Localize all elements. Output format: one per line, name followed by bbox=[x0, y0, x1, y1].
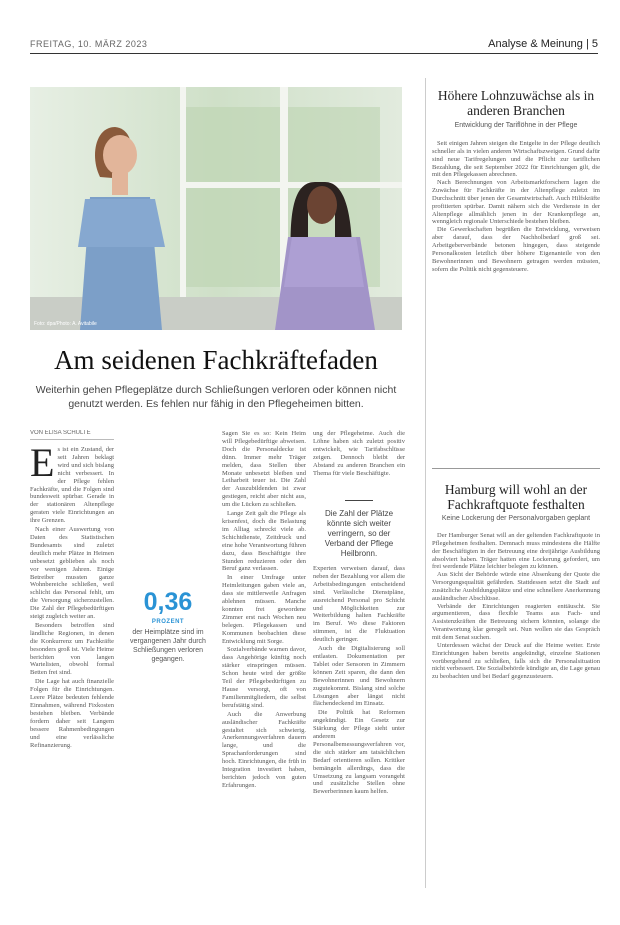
article-photo bbox=[30, 87, 402, 330]
paragraph: Nach einer Auswertung von Daten des Statistischen Bundesamts sind zuletzt deutlich mehr Plätze in Heimen unbesetzt geblieben als noch vor wenigen Jahren. Einige Betreiber mussten ganze Wohnbereiche schließen, weil schlicht das Personal fehlt, um die Versorgung sicherzustellen. Die Zahl der Pflegebedürftigen steigt zugleich weiter an. bbox=[30, 526, 114, 621]
paragraph: Die Politik hat Reformen angekündigt. Ein Gesetz zur Stärkung der Pflege sieht unter anderem Personalbemessungsverfahren vor, die sich stärker am tatsächlichen Bedarf orientieren sollen. Kritiker bemängeln allerdings, dass die Umsetzung zu langsam vorangeht und zusätzliche Stellen ohne Bewerberinnen kaum helfen. bbox=[313, 709, 405, 796]
sidebar-divider bbox=[425, 78, 426, 888]
issue-date: FREITAG, 10. MÄRZ 2023 bbox=[30, 39, 148, 49]
sidebar-article-1-subtitle: Entwicklung der Tariflöhne in der Pflege bbox=[454, 122, 578, 129]
paragraph: Die Lage hat auch finanzielle Folgen für die Einrichtungen. Leere Plätze bedeuten fehlende Einnahmen, während Fixkosten bestehen bleiben. Verbände fordern daher seit Langem bessere Rahmenbedingungen und eine verlässliche Refinanzierung. bbox=[30, 678, 114, 749]
pull-quote bbox=[313, 500, 405, 559]
section-page-label: Analyse & Meinung | 5 bbox=[488, 38, 598, 50]
paragraph: Seit einigen Jahren steigen die Entgelte in der Pflege deutlich schneller als in vielen anderen Wirtschaftszweigen. Grund dafür sind neue Tarifregelungen und die Pflicht zur tariflichen Bezahlung, die seit September 2022 für Einrichtungen gilt, die mit den Pflegekassen abrechnen. bbox=[432, 140, 600, 179]
paragraph: s ist ein Zustand, der seit Jahren beklagt wird und sich bislang nicht verbessert. In der Pflege fehlen Fachkräfte, und die Folgen sind bundesweit spürbar. Gerade in der stationären Altenpflege geraten viele Einrichtungen an ihre Grenzen. bbox=[30, 446, 114, 525]
paragraph: Auch die Digitalisierung soll entlasten. Dokumentation per Tablet oder Sensoren in Zimmern können Zeit sparen, die dann den Bewohnerinnen und Bewohnern zugutekommt. Bislang sind solche Lösungen aber längst nicht flächendeckend im Einsatz. bbox=[313, 645, 405, 708]
sidebar-article-2-body bbox=[432, 532, 600, 885]
paragraph: Die Gewerkschaften begrüßen die Entwicklung, verweisen aber darauf, dass der Nachholbedarf groß sei. Arbeitgeberverbände betonen hingegen, dass steigende Personalkosten letztlich über höhere Eigenanteile von den Bewohnerinnen und Bewohnern getragen werden müssten, sofern die Politik nicht gegensteuere. bbox=[432, 226, 600, 273]
paragraph: Lange Zeit galt die Pflege als krisenfest, doch die Belastung im Alltag schreckt viele ab. Schichtdienste, Zeitdruck und eine hohe Verantwortung führen dazu, dass Beschäftigte ihre Stunden reduzieren oder den Beruf ganz verlassen. bbox=[222, 510, 306, 573]
paragraph: ung der Pflegeheime. Auch die Löhne haben sich zuletzt positiv entwickelt, wie Tarifabschlüsse zeigen. Dennoch bleibt der Abstand zu anderen Branchen ein Thema für viele Beschäftigte. bbox=[313, 430, 405, 477]
paragraph: Aus Sicht der Behörde würde eine Absenkung der Quote die Versorgungsqualität gefährden. Stattdessen setzt die Stadt auf zusätzliche Ausbildungsplätze und eine schnellere Anerkennung ausländischer Abschlüsse. bbox=[432, 571, 600, 602]
article-subhead: Weiterhin gehen Pflegeplätze durch Schließungen verloren oder können nicht genutzt werden. Es fehlen nur fähig in den Pflegeheimen bitten. bbox=[35, 384, 397, 410]
paragraph: Besonders betroffen sind ländliche Regionen, in denen die Konkurrenz um Fachkräfte besonders groß ist. Viele Heime berichten von langen Wartelisten, obwohl formal Betten frei sind. bbox=[30, 621, 114, 677]
nurses-photo-illustration bbox=[30, 87, 402, 330]
paragraph: Sagen Sie es so: Kein Heim will Pflegebedürftige abweisen. Doch die Personaldecke ist dünn. Immer mehr Träger melden, dass Stellen über Monate unbesetzt bleiben und Leiharbeit teuer ist. Die Zahl der Auszubildenden ist zwar gestiegen, reicht aber nicht aus, um die Lücken zu schließen. bbox=[222, 430, 306, 509]
stat-unit: PROZENT bbox=[151, 619, 185, 625]
sidebar-separator bbox=[432, 468, 600, 469]
paragraph: Sozialverbände warnen davor, dass Angehörige künftig noch stärker einspringen müssen. Schon heute wird der größte Teil der Pflegebedürftigen zu Hause versorgt, oft von Familienmitgliedern, die selbst berufstätig sind. bbox=[222, 646, 306, 709]
article-column-3-bottom bbox=[313, 565, 405, 885]
paragraph: Der Hamburger Senat will an der geltenden Fachkraftquote in Pflegeheimen festhalten. Demnach muss mindestens die Hälfte der Beschäftigten in der Betreuung eine dreijährige Ausbildung absolviert haben. Träger hatten eine Lockerung gefordert, um frei werdende Plätze leichter belegen zu können. bbox=[432, 532, 600, 571]
sidebar-article-2-title: Hamburg will wohl an der Fachkraftquote festhalten bbox=[444, 482, 588, 512]
paragraph: Experten verweisen darauf, dass neben der Bezahlung vor allem die Arbeitsbedingungen entscheidend sind. Verlässliche Dienstpläne, ausreichend Personal pro Schicht und Möglichkeiten zur Weiterbildung halten Fachkräfte im Beruf. Wo diese Faktoren stimmen, ist die Fluktuation deutlich geringer. bbox=[313, 565, 405, 644]
photo-credit: Foto: dpa/Photo: A. Avitabile bbox=[34, 321, 97, 327]
byline: VON ELISA SCHULTE bbox=[30, 430, 114, 440]
paragraph: Unterdessen wächst der Druck auf die Heime weiter. Erste Einrichtungen haben bereits angekündigt, einzelne Stationen vorübergehend zu schließen, falls sich die Personalsituation nicht verbessert. Die Sozialbehörde kündigte an, die Lage genau zu beobachten und bei Bedarf gegenzusteuern. bbox=[432, 641, 600, 681]
sidebar-article-1-body bbox=[432, 140, 600, 460]
sidebar-article-1-title: Höhere Lohnzuwächse als in anderen Branchen bbox=[437, 88, 595, 118]
quote-text: Die Zahl der Plätze könnte sich weiter verringern, so der Verband der Pflege Heilbronn. bbox=[324, 509, 394, 558]
paragraph: Auch die Anwerbung ausländischer Fachkräfte gestaltet sich schwierig. Anerkennungsverfahren dauern lange, und die Sprachanforderungen sind hoch. Einrichtungen, die früh in Integration investiert haben, berichten jedoch von guten Erfahrungen. bbox=[222, 710, 306, 789]
page-header bbox=[30, 38, 598, 54]
quote-rule bbox=[345, 500, 373, 501]
sidebar-article-2-subtitle: Keine Lockerung der Personalvorgaben geplant bbox=[441, 515, 591, 522]
article-column-1 bbox=[30, 430, 114, 885]
stat-box bbox=[118, 588, 218, 664]
article-column-3-top bbox=[313, 430, 405, 498]
stat-text: der Heimplätze sind im vergangenen Jahr durch Schließungen verloren gegangen. bbox=[130, 629, 206, 663]
stat-number: 0,36 bbox=[143, 588, 193, 616]
paragraph: In einer Umfrage unter Heimleitungen gaben viele an, dass sie mittlerweile Anfragen ablehnen müssen. Manche konnten frei gewordene Zimmer erst nach Wochen neu belegen. Pflegekassen und Kommunen beobachten diese Entwicklung mit Sorge. bbox=[222, 574, 306, 645]
paragraph: Nach Berechnungen von Arbeitsmarktforschern lagen die Zuwächse für Fachkräfte in der Altenpflege zuletzt im Durchschnitt über jenen der Gesamtwirtschaft. Auch Hilfskräfte profitierten spürbar. Damit nähern sich die Verdienste in der Altenpflege allmählich jenen in der Krankenpflege an, wenngleich regionale Unterschiede bestehen bleiben. bbox=[432, 179, 600, 226]
dropcap: E bbox=[30, 440, 55, 485]
article-headline: Am seidenen Fachkräftefaden bbox=[54, 345, 378, 375]
article-column-2 bbox=[222, 430, 306, 885]
paragraph: Verbände der Einrichtungen reagierten enttäuscht. Sie argumentieren, dass flexible Teams aus Fach- und Assistenzkräften die Betreuung sichern könnten, solange die Verantwortung klar geregelt sei. Nun wollen sie das Gespräch mit dem Senat suchen. bbox=[432, 602, 600, 641]
